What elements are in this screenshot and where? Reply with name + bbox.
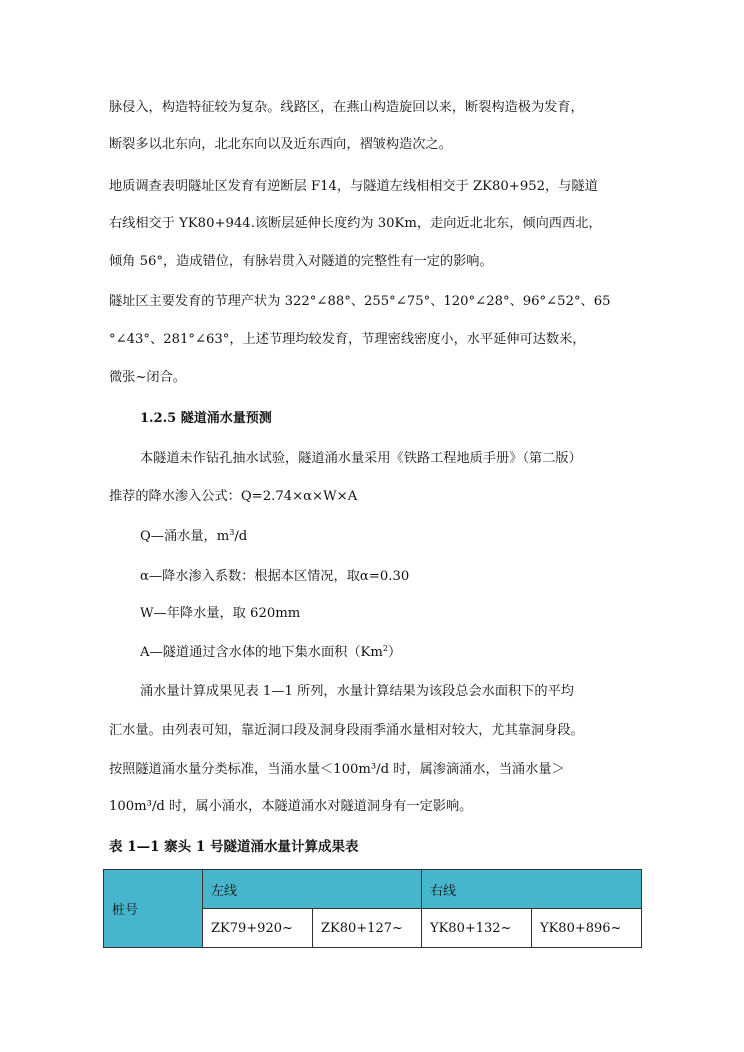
paragraph-line: 隧址区主要发育的节理产状为 322°∠88°、255°∠75°、120°∠28°、96°∠52°、65 (109, 294, 611, 309)
unit-superscript: 3 (229, 528, 235, 537)
station-cell: YK80+896~ (532, 909, 642, 948)
definition-q-unit: /d (234, 529, 248, 544)
paragraph-line: 按照隧道涌水量分类标准，当涌水量＜100m³/d 时，属渗滴涌水，当涌水量＞ (109, 762, 565, 777)
paragraph-line: 脉侵入，构造特征较为复杂。线路区，在燕山构造旋回以来，断裂构造极为发育， (109, 100, 584, 115)
left-line-header: 左线 (203, 870, 422, 909)
paragraph-line: 右线相交于 YK80+944.该断层延伸长度约为 30Km，走向近北北东，倾向西西北， (109, 216, 602, 231)
paragraph-line: 涌水量计算成果见表 1—1 所列，水量计算结果为该段总会水面积下的平均 (140, 684, 574, 699)
definition-a-text: A—隧道通过含水体的地下集水面积（Km (140, 645, 383, 660)
definition-a-close: ） (387, 645, 402, 660)
right-line-header: 右线 (422, 870, 642, 909)
unit-superscript: 2 (382, 644, 388, 653)
paragraph-line: 断裂多以北东向，北北东向以及近东西向，褶皱构造次之。 (109, 137, 452, 152)
pile-number-header: 桩号 (104, 870, 203, 948)
definition-alpha: α—降水渗入系数：根据本区情况，取α=0.30 (140, 569, 410, 584)
station-cell: YK80+132~ (422, 909, 532, 948)
paragraph-line: 本隧道未作钻孔抽水试验，隧道涌水量采用《铁路工程地质手册》（第二版） (140, 451, 582, 466)
station-cell: ZK80+127~ (313, 909, 422, 948)
definition-q-text: Q—涌水量，m (140, 529, 230, 544)
definition-q (140, 527, 670, 547)
table-caption: 表 1—1 寨头 1 号隧道涌水量计算成果表 (109, 839, 359, 855)
paragraph-line: 100m³/d 时，属小涌水，本隧道涌水对隧道洞身有一定影响。 (109, 799, 473, 814)
paragraph-line: 倾角 56°，造成错位，有脉岩贯入对隧道的完整性有一定的影响。 (109, 254, 493, 269)
definition-w: W—年降水量，取 620mm (140, 606, 301, 621)
section-heading: 1.2.5 隧道涌水量预测 (140, 411, 272, 426)
definition-a (140, 643, 670, 663)
formula-line: 推荐的降水渗入公式：Q=2.74×α×W×A (109, 489, 358, 504)
paragraph-line: 汇水量。由列表可知，靠近洞口段及洞身段雨季涌水量相对较大，尤其靠洞身段。 (109, 723, 584, 738)
table-header-row (104, 870, 642, 909)
station-cell: ZK79+920~ (203, 909, 313, 948)
paragraph-line: 地质调查表明隧址区发育有逆断层 F14，与隧道左线相相交于 ZK80+952，与隧道 (109, 179, 598, 194)
paragraph-line: °∠43°、281°∠63°，上述节理均较发育，节理密线密度小，水平延伸可达数米， (109, 332, 586, 347)
water-inflow-table (103, 869, 642, 948)
paragraph-line: 微张~闭合。 (109, 370, 186, 385)
